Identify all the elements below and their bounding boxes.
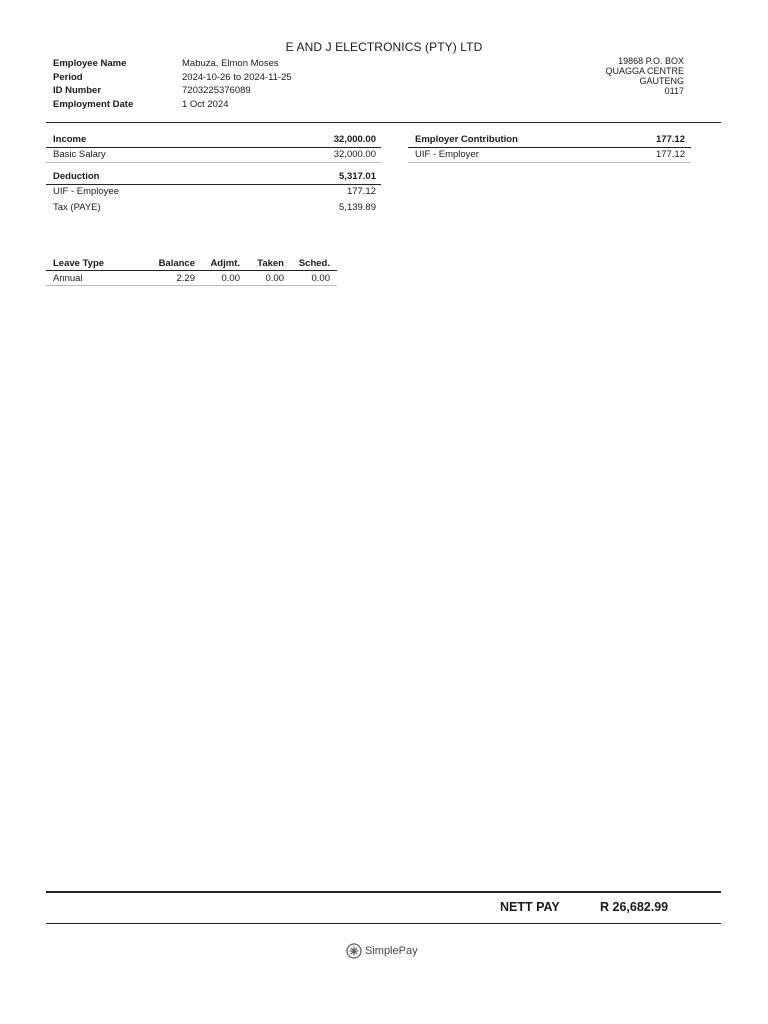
nett-pay-label: NETT PAY xyxy=(500,900,560,914)
employer-divider xyxy=(408,147,691,148)
leave-adjustment-header: Adjmt. xyxy=(210,258,240,269)
deduction-item-amount: 5,139.89 xyxy=(339,202,376,213)
header-divider xyxy=(46,122,721,123)
deduction-header: Deduction xyxy=(53,171,100,182)
nett-pay-bottom-rule xyxy=(46,923,721,924)
simplepay-logo-icon xyxy=(346,943,362,959)
leave-bottom-rule xyxy=(46,285,337,286)
simplepay-logo xyxy=(346,943,418,959)
employer-contribution-header: Employer Contribution xyxy=(415,134,518,145)
deduction-divider xyxy=(46,184,381,185)
employer-item-label: UIF - Employer xyxy=(415,149,479,160)
income-header: Income xyxy=(53,134,87,145)
deduction-item-amount: 177.12 xyxy=(346,186,376,197)
employment-date-label: Employment Date xyxy=(53,99,134,110)
address-line: GAUTENG xyxy=(639,76,684,86)
company-name: E AND J ELECTRONICS (PTY) LTD xyxy=(285,40,483,54)
id-number-label: ID Number xyxy=(53,85,102,96)
leave-balance-header: Balance xyxy=(158,258,195,269)
leave-type-header: Leave Type xyxy=(53,258,105,269)
leave-balance-value: 2.29 xyxy=(176,273,195,284)
leave-divider xyxy=(46,270,337,271)
period-label: Period xyxy=(53,72,83,83)
deduction-item-label: Tax (PAYE) xyxy=(53,202,101,213)
income-bottom-rule xyxy=(46,162,381,163)
leave-scheduled-header: Sched. xyxy=(298,258,330,269)
leave-taken-header: Taken xyxy=(257,258,284,269)
company-address xyxy=(605,56,684,96)
income-item-amount: 32,000.00 xyxy=(333,149,376,160)
income-total: 32,000.00 xyxy=(333,134,376,145)
address-line: 19868 P.O. BOX xyxy=(618,56,684,66)
employer-item-amount: 177.12 xyxy=(655,149,685,160)
deduction-total: 5,317.01 xyxy=(339,171,376,182)
address-line: 0117 xyxy=(664,86,684,96)
employer-bottom-rule xyxy=(408,162,691,163)
period-value: 2024-10-26 to 2024-11-25 xyxy=(182,72,292,83)
income-divider xyxy=(46,147,381,148)
employee-name-value: Mabuza, Elmon Moses xyxy=(182,58,279,69)
leave-scheduled-value: 0.00 xyxy=(311,273,330,284)
employer-contribution-total: 177.12 xyxy=(655,134,685,145)
nett-pay-value: R 26,682.99 xyxy=(600,900,669,914)
deduction-item-label: UIF - Employee xyxy=(53,186,119,197)
employee-name-label: Employee Name xyxy=(53,58,127,69)
leave-taken-value: 0.00 xyxy=(265,273,284,284)
leave-type-value: Annual xyxy=(53,273,83,284)
income-item-label: Basic Salary xyxy=(53,149,106,160)
address-line: QUAGGA CENTRE xyxy=(605,66,684,76)
simplepay-brand: SimplePay xyxy=(365,945,418,957)
nett-pay-top-rule xyxy=(46,891,721,893)
leave-adjustment-value: 0.00 xyxy=(221,273,240,284)
id-number-value: 7203225376089 xyxy=(182,85,251,96)
employment-date-value: 1 Oct 2024 xyxy=(182,99,229,110)
